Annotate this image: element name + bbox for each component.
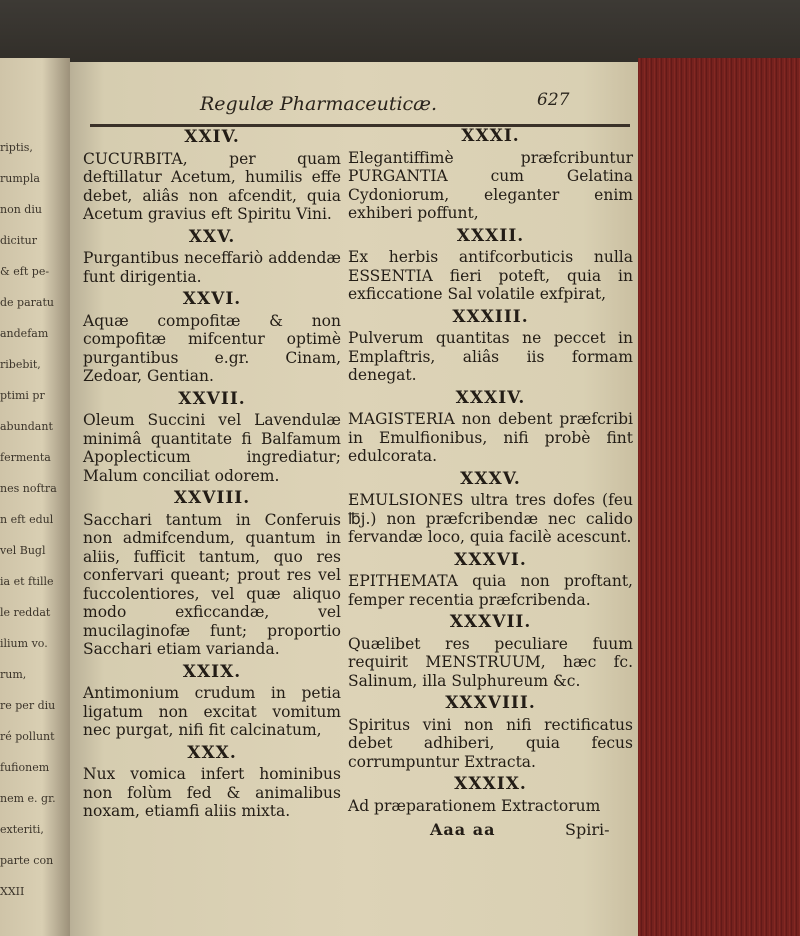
rule-text: Ex herbis antifcorbuticis nulla ESSENTIA fieri poteft, quia in exficcatione Sal volatile exfpirat, [348,248,633,303]
rule-number: XXXVIII. [445,693,536,713]
facing-page-line: ia et ftille [0,575,54,588]
facing-page-line: vel Bugl [0,544,46,557]
rule-text: Purgantibus neceffariò addendæ funt dirigentia. [83,249,341,286]
rule-entry [348,227,633,304]
running-title: Regulæ Pharmaceuticæ. [200,93,438,115]
rule-entry [348,389,633,466]
rule-text: Ad præparationem Extractorum [348,796,601,815]
rule-text: Spiritus vini non nifi rectificatus debet adhiberi, quia fecus corrumpuntur Extracta. [348,715,633,771]
rule-entry [83,128,341,224]
facing-page-line: re per diu [0,699,56,712]
rule-number: XXXIII. [452,306,529,327]
facing-page-line: nem e. gr. [0,792,56,805]
rule-number: XXVIII. [173,488,251,508]
rule-text: Pulverum quantitas ne peccet in Emplaftris, aliâs iis formam denegat. [348,329,633,384]
page-number: 627 [537,90,570,110]
facing-page-line: parte con [0,854,54,867]
rule-entry [348,127,633,223]
facing-page-line: ilium vo. [0,637,48,650]
left-column [83,124,341,825]
facing-page-line: exteriti, [0,823,44,836]
rule-number: XXXV. [460,468,521,489]
facing-page-line: andefam [0,327,49,340]
rule-number: XXXVII. [449,612,532,632]
facing-page-line: nes noftra [0,482,57,495]
facing-page-line: rumpla [0,172,40,185]
facing-page-line: & eft pe- [0,265,50,278]
rule-number: XXVII. [178,388,246,409]
rule-number: XXIX. [182,661,242,682]
facing-page-line: de paratu [0,296,54,309]
right-column [348,124,633,819]
rule-number: XXXIV. [455,387,526,408]
facing-page-line: ré pollunt [0,730,55,743]
rule-entry [83,390,341,486]
facing-page-line: XXII [0,885,25,898]
facing-page-line: rum, [0,668,27,681]
rule-entry [348,613,633,690]
rule-number: XXIV. [184,127,240,147]
rule-entry [83,290,341,386]
rule-number: XXXVI. [454,549,527,570]
rule-text: Aquæ compofitæ & non compofitæ mifcentur optimè purgantibus e.gr. Cinam, Zedoar, Gentian. [83,311,341,385]
rule-entry [348,775,633,815]
rule-entry [348,470,633,547]
facing-page-line: ribebit, [0,358,41,371]
signature-mark: Aaa aa [430,820,496,839]
rule-entry [83,744,341,821]
facing-page-line: non diu [0,203,42,216]
facing-page-line: riptis, [0,141,33,154]
rule-entry [83,228,341,287]
facing-page-line: ptimi pr [0,389,45,402]
facing-page-fragment [0,58,70,936]
rule-text: EMULSIONES ultra tres dofes (feu ℔j.) non præfcribendæ nec calido fervandæ loco, quia facilè acescunt. [348,491,633,546]
rule-text: Nux vomica infert hominibus non folùm fed & animalibus noxam, etiamfi aliis mixta. [83,765,341,820]
rule-number: XXX. [187,742,237,763]
catchword: Spiri- [565,820,610,839]
rule-number: XXV. [188,226,236,247]
rule-text: CUCURBITA, per quam deftillatur Acetum, humilis effe debet, aliâs non afcendit, quia Acetum gravius eft Spiritu Vini. [83,149,341,223]
rule-text: Elegantiffimè præfcribuntur PURGANTIA cum Gelatina Cydoniorum, eleganter enim exhiberi poffunt, [348,148,633,222]
rule-text: Antimonium crudum in petia ligatum non excitat vomitum nec purgat, nifi fit calcinatum, [83,684,341,739]
rule-text: Sacchari tantum in Conferuis non admifcendum, quantum in aliis, fufficit tantum, quo res confervari queant; prout res vel fuccolentiores, vel quæ aliquo modo exficcandæ, vel mucilaginofæ funt; proportio Sacchari etiam varianda. [83,510,341,658]
rule-number: XXXII. [456,225,525,246]
facing-page-line: n eft edul [0,513,54,526]
rule-text: EPITHEMATA quia non proftant, femper recentia præfcribenda. [348,572,633,609]
rule-text: Oleum Succini vel Lavendulæ minimâ quantitate fi Balfamum Apoplecticum ingrediatur; Malum conciliat odorem. [83,411,341,485]
facing-page-line: fermenta [0,451,51,464]
rule-number: XXVI. [182,289,242,309]
rule-text: MAGISTERIA non debent præfcribi in Emulfionibus, nifi probè fint edulcorata. [348,410,633,465]
rule-entry [348,551,633,610]
facing-page-line: le reddat [0,606,51,619]
page-edges [638,58,800,936]
facing-page-line: dicitur [0,234,38,247]
rule-number: XXXIX. [454,774,527,794]
rule-entry [83,663,341,740]
rule-entry [348,308,633,385]
facing-page-line: abundant [0,420,53,433]
rule-entry [83,489,341,659]
rule-number: XXXI. [461,126,520,146]
rule-text: Quælibet res peculiare fuum requirit MENSTRUUM, hæc fc. Salinum, illa Sulphureum &c. [348,634,633,690]
rule-entry [348,694,633,771]
facing-page-line: fufionem [0,761,50,774]
